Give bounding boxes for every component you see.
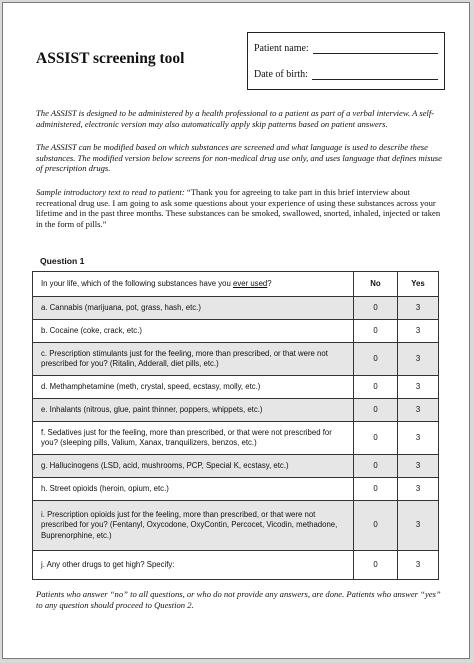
answer-yes-cell[interactable]: 3 bbox=[397, 551, 438, 579]
intro-paragraph-3 bbox=[36, 187, 446, 229]
patient-name-label: Patient name: bbox=[254, 43, 309, 54]
answer-no-cell[interactable]: 0 bbox=[353, 297, 397, 319]
table-row bbox=[33, 320, 438, 343]
answer-yes-cell[interactable]: 3 bbox=[397, 343, 438, 375]
substance-label: a. Cannabis (marijuana, pot, grass, hash, etc.) bbox=[41, 302, 201, 312]
table-row bbox=[33, 455, 438, 478]
question-prompt bbox=[33, 272, 353, 296]
answer-yes-cell[interactable]: 3 bbox=[397, 422, 438, 454]
table-header-row bbox=[33, 272, 438, 297]
document-page bbox=[2, 2, 470, 659]
page-title: ASSIST screening tool bbox=[36, 50, 185, 67]
patient-name-row bbox=[254, 43, 438, 54]
substance-label: e. Inhalants (nitrous, glue, paint thinner, poppers, whippets, etc.) bbox=[41, 404, 263, 414]
table-row bbox=[33, 399, 438, 422]
intro-script-lead: Sample introductory text to read to patient: bbox=[36, 187, 185, 197]
answer-no-cell[interactable]: 0 bbox=[353, 422, 397, 454]
intro-script-body: “Thank you for agreeing to take part in this brief interview about recreational drug use. I am going to ask some questions about your experience of using these substances across your lifetime and in the past three months. These substances can be smoked, swallowed, snorted, inhaled, injected or taken in the form of pills.” bbox=[36, 187, 441, 229]
table-row bbox=[33, 297, 438, 320]
answer-yes-cell[interactable]: 3 bbox=[397, 478, 438, 500]
question-table bbox=[32, 271, 439, 580]
answer-no-cell[interactable]: 0 bbox=[353, 399, 397, 421]
question-label: Question 1 bbox=[40, 256, 85, 266]
substance-label: h. Street opioids (heroin, opium, etc.) bbox=[41, 483, 169, 493]
table-row bbox=[33, 422, 438, 455]
answer-yes-cell[interactable]: 3 bbox=[397, 320, 438, 342]
date-of-birth-row bbox=[254, 69, 438, 80]
column-header-no: No bbox=[353, 272, 397, 296]
table-row bbox=[33, 501, 438, 551]
answer-no-cell[interactable]: 0 bbox=[353, 376, 397, 398]
substance-label: b. Cocaine (coke, crack, etc.) bbox=[41, 325, 142, 335]
answer-yes-cell[interactable]: 3 bbox=[397, 455, 438, 477]
answer-no-cell[interactable]: 0 bbox=[353, 320, 397, 342]
substance-label: g. Hallucinogens (LSD, acid, mushrooms, PCP, Special K, ecstasy, etc.) bbox=[41, 460, 289, 470]
column-header-yes: Yes bbox=[397, 272, 438, 296]
substance-label: d. Methamphetamine (meth, crystal, speed, ecstasy, molly, etc.) bbox=[41, 381, 261, 391]
table-row bbox=[33, 343, 438, 376]
patient-info-box bbox=[247, 32, 445, 90]
answer-no-cell[interactable]: 0 bbox=[353, 478, 397, 500]
substance-label: i. Prescription opioids just for the feeling, more than prescribed, or that were not prescribed for you? (Fentanyl, Oxycodone, OxyContin, Percocet, Vicodin, methadone, Buprenorphine, etc.) bbox=[41, 509, 338, 540]
table-row bbox=[33, 376, 438, 399]
prompt-text-after: ? bbox=[267, 278, 272, 288]
date-of-birth-label: Date of birth: bbox=[254, 69, 308, 80]
date-of-birth-field[interactable] bbox=[312, 69, 438, 80]
substance-label: f. Sedatives just for the feeling, more than prescribed, or that were not prescribed for you? (sleeping pills, Valium, Xanax, tranquilizers, benzos, etc.) bbox=[41, 427, 332, 447]
answer-no-cell[interactable]: 0 bbox=[353, 501, 397, 550]
answer-yes-cell[interactable]: 3 bbox=[397, 501, 438, 550]
table-row bbox=[33, 551, 438, 579]
footer-instructions: Patients who answer “no” to all questions, or who do not provide any answers, are done. Patients who answer “yes” to any question should proceed to Question 2. bbox=[36, 589, 441, 610]
answer-no-cell[interactable]: 0 bbox=[353, 455, 397, 477]
answer-no-cell[interactable]: 0 bbox=[353, 551, 397, 579]
intro-paragraph-1: The ASSIST is designed to be administered by a health professional to a patient as part of a verbal interview. A self-administered, electronic version may also automatically apply skip patterns based on patient answers. bbox=[36, 108, 435, 129]
patient-name-field[interactable] bbox=[313, 43, 438, 54]
substance-label: c. Prescription stimulants just for the feeling, more than prescribed, or that were not prescribed for you? (Ritalin, Adderall, diet pills, etc.) bbox=[41, 348, 328, 368]
answer-yes-cell[interactable]: 3 bbox=[397, 399, 438, 421]
answer-yes-cell[interactable]: 3 bbox=[397, 297, 438, 319]
substance-label: j. Any other drugs to get high? Specify: bbox=[41, 559, 175, 569]
prompt-text-underlined: ever used bbox=[233, 278, 268, 288]
prompt-text-before: In your life, which of the following substances have you bbox=[41, 278, 233, 288]
table-row bbox=[33, 478, 438, 501]
answer-no-cell[interactable]: 0 bbox=[353, 343, 397, 375]
intro-paragraph-2: The ASSIST can be modified based on which substances are screened and what language is used to describe these substances. The modified version below screens for non-medical drug use only, and uses language that defines misuse of prescription drugs. bbox=[36, 142, 442, 174]
answer-yes-cell[interactable]: 3 bbox=[397, 376, 438, 398]
